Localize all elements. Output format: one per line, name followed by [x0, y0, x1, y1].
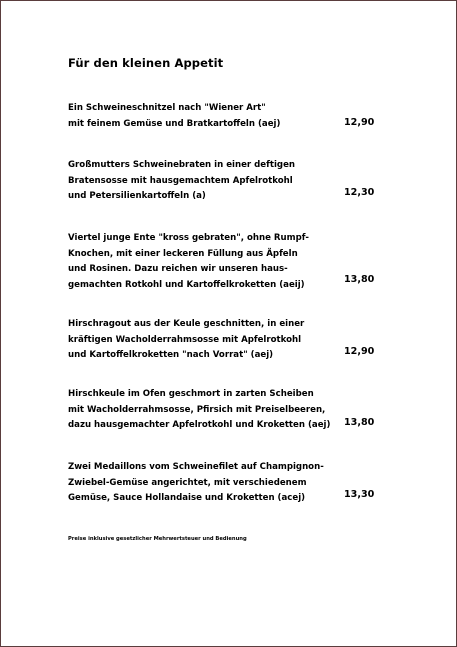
menu-item-description-line: mit feinem Gemüse und Bratkartoffeln (aej)	[68, 118, 281, 129]
menu-item	[68, 101, 408, 132]
menu-item-description-line: und Rosinen. Dazu reichen wir unseren haus-	[68, 264, 288, 274]
menu-item-price: 12,30	[344, 187, 375, 198]
menu-item	[68, 231, 408, 293]
menu-section-heading: Für den kleinen Appetit	[68, 56, 224, 70]
menu-item-description-line: Bratensosse mit hausgemachtem Apfelrotkohl	[68, 175, 293, 186]
menu-item-description-line: kräftigen Wacholderrahmsosse mit Apfelrotkohl	[68, 334, 302, 345]
price-footnote: Preise inklusive gesetzlicher Mehrwertsteuer und Bedienung	[68, 536, 247, 542]
menu-item-description-line: mit Wacholderrahmsosse, Pfirsich mit Preiselbeeren,	[68, 404, 326, 415]
menu-item-price: 13,30	[344, 489, 375, 500]
menu-item	[68, 387, 408, 434]
menu-item-description-line: dazu hausgemachter Apfelrotkohl und Kroketten (aej)	[68, 420, 331, 430]
menu-item-price: 13,80	[344, 417, 375, 428]
menu-item-description-line: Großmutters Schweinebraten in einer deftigen	[68, 160, 296, 170]
menu-item	[68, 158, 408, 205]
menu-item-description-line: Hirschkeule im Ofen geschmort in zarten Scheiben	[68, 389, 314, 399]
menu-item-price: 12,90	[344, 117, 375, 128]
menu-item-description-line: Gemüse, Sauce Hollandaise und Kroketten (acej)	[68, 493, 306, 503]
menu-item-description-line: und Kartoffelkroketten "nach Vorrat" (aej)	[68, 350, 274, 360]
menu-item-description-line: Viertel junge Ente "kross gebraten", ohne Rumpf-	[68, 233, 309, 243]
menu-item	[68, 460, 408, 507]
menu-item-price: 12,90	[344, 346, 375, 357]
menu-item-description-line: Zwiebel-Gemüse angerichtet, mit verschiedenem	[68, 477, 307, 488]
menu-item-price: 13,80	[344, 274, 375, 285]
menu-item-description-line: Ein Schweineschnitzel nach "Wiener Art"	[68, 103, 266, 113]
menu-item-description-line: Knochen, mit einer leckeren Füllung aus Äpfeln	[68, 248, 298, 259]
menu-item	[68, 317, 408, 364]
menu-item-description-line: gemachten Rotkohl und Kartoffelkroketten (aeij)	[68, 279, 305, 290]
menu-item-description-line: Hirschragout aus der Keule geschnitten, in einer	[68, 319, 305, 329]
menu-item-description-line: Zwei Medaillons vom Schweinefilet auf Champignon-	[68, 462, 324, 472]
menu-item-description-line: und Petersilienkartoffeln (a)	[68, 191, 206, 201]
